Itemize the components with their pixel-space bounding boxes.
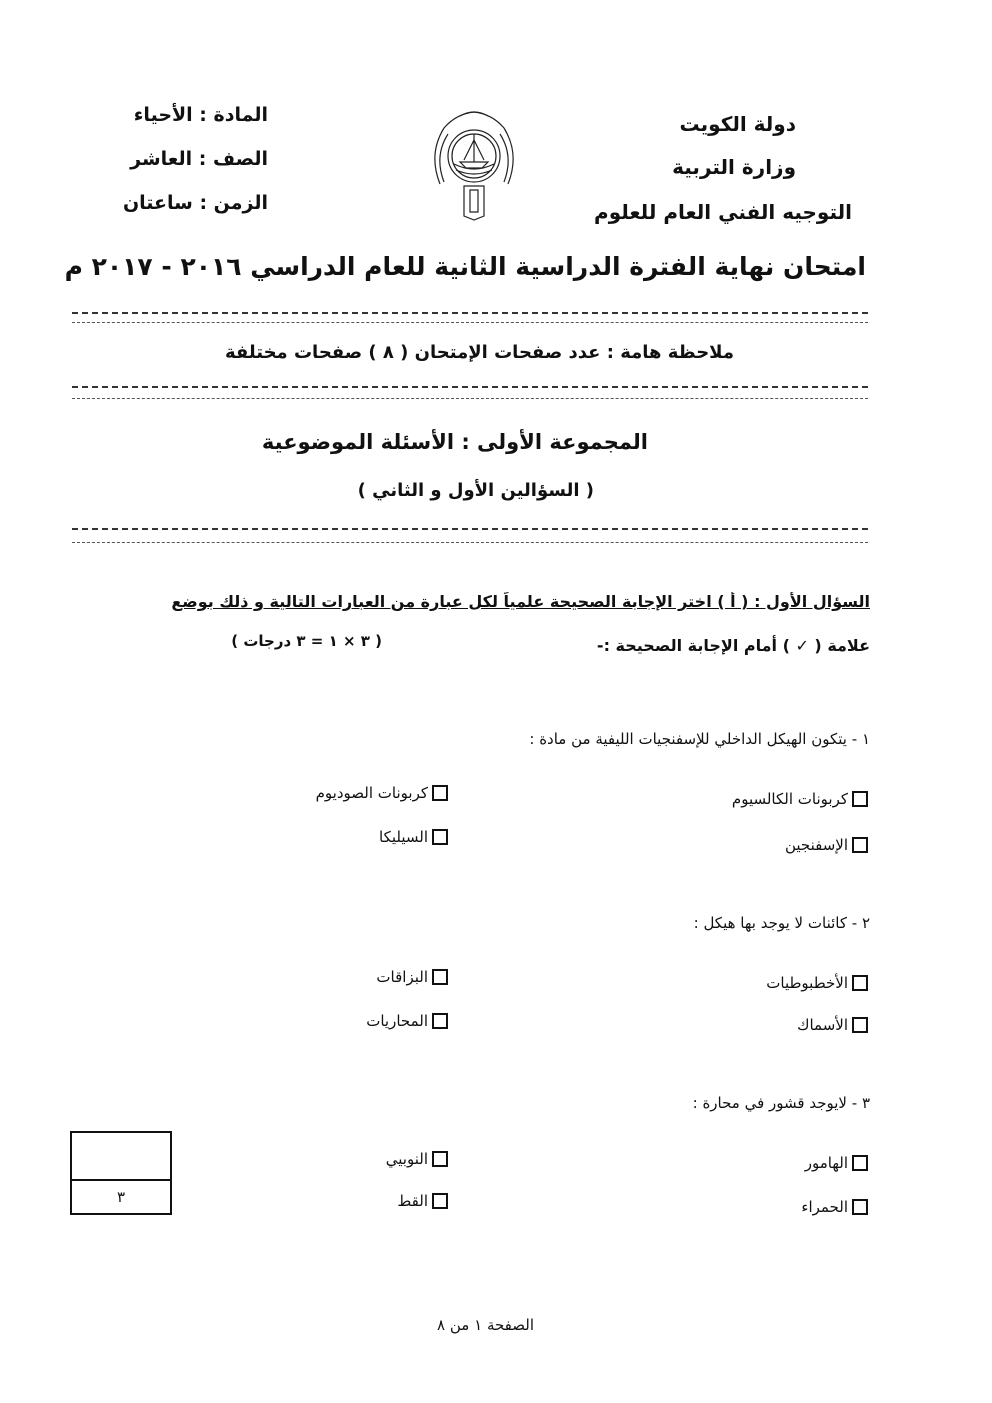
option-2d[interactable] <box>366 1012 448 1030</box>
checkbox[interactable] <box>852 791 868 807</box>
option-label: الإسفنجين <box>784 836 848 854</box>
checkbox[interactable] <box>432 829 448 845</box>
question-stem-3: ٣ - لايوجد قشور في محارة : <box>692 1094 870 1112</box>
divider <box>72 322 868 323</box>
option-3d[interactable] <box>397 1192 448 1210</box>
option-label: الهامور <box>804 1154 848 1172</box>
option-label: الحمراء <box>801 1198 848 1216</box>
divider <box>72 312 868 314</box>
divider <box>72 398 868 399</box>
option-1a[interactable] <box>732 790 868 808</box>
option-label: القط <box>397 1192 428 1210</box>
checkbox[interactable] <box>432 1151 448 1167</box>
header-ministry: وزارة التربية <box>672 155 796 179</box>
checkbox[interactable] <box>432 1013 448 1029</box>
important-note: ملاحظة هامة : عدد صفحات الإمتحان ( ٨ ) صفحات مختلفة <box>225 342 734 363</box>
header-department: التوجيه الفني العام للعلوم <box>594 200 852 224</box>
divider <box>72 386 868 388</box>
header-subject: المادة : الأحياء <box>133 104 268 126</box>
question-stem-1: ١ - يتكون الهيكل الداخلي للإسفنجيات الليفية من مادة : <box>529 730 870 748</box>
score-box-value: ٣ <box>116 1188 126 1206</box>
exam-title: امتحان نهاية الفترة الدراسية الثانية للعام الدراسي ٢٠١٦ - ٢٠١٧ م <box>64 252 866 281</box>
group-title: المجموعة الأولى : الأسئلة الموضوعية <box>261 430 648 454</box>
option-2a[interactable] <box>766 974 868 992</box>
option-label: البزاقات <box>376 968 428 986</box>
option-2c[interactable] <box>797 1016 868 1034</box>
option-label: المحاريات <box>366 1012 428 1030</box>
option-label: الأسماك <box>797 1016 848 1034</box>
header-duration: الزمن : ساعتان <box>122 192 268 214</box>
score-box <box>70 1131 172 1215</box>
option-label: السيليكا <box>379 828 428 846</box>
option-3c[interactable] <box>801 1198 868 1216</box>
option-label: النوبيي <box>385 1150 428 1168</box>
checkbox[interactable] <box>852 1199 868 1215</box>
divider <box>72 528 868 530</box>
checkbox[interactable] <box>852 837 868 853</box>
checkbox[interactable] <box>852 975 868 991</box>
question-heading: السؤال الأول : ( أ ) اختر الإجابة الصحيحة علمياً لكل عبارة من العبارات التالية و ذلك بوضع <box>171 592 870 611</box>
option-1d[interactable] <box>379 828 448 846</box>
option-1c[interactable] <box>785 836 868 854</box>
header-grade: الصف : العاشر <box>130 148 268 170</box>
question-marks: ( ٣ × ١ = ٣ درجات ) <box>231 632 382 650</box>
header-country: دولة الكويت <box>679 112 796 136</box>
checkbox[interactable] <box>432 785 448 801</box>
option-label: الأخطبوطيات <box>766 974 848 992</box>
checkbox[interactable] <box>852 1155 868 1171</box>
score-box-blank[interactable] <box>72 1133 170 1181</box>
question-instruction: علامة ( ✓ ) أمام الإجابة الصحيحة :- <box>596 636 870 655</box>
group-subtitle: ( السؤالين الأول و الثاني ) <box>357 480 594 501</box>
option-2b[interactable] <box>376 968 448 986</box>
checkbox[interactable] <box>432 1193 448 1209</box>
option-1b[interactable] <box>316 784 448 802</box>
option-3a[interactable] <box>805 1154 868 1172</box>
question-stem-2: ٢ - كائنات لا يوجد بها هيكل : <box>693 914 870 932</box>
checkbox[interactable] <box>432 969 448 985</box>
kuwait-emblem-icon <box>420 104 528 224</box>
page-number: الصفحة ١ من ٨ <box>437 1316 534 1334</box>
option-label: كربونات الكالسيوم <box>731 790 848 808</box>
option-label: كربونات الصوديوم <box>315 784 428 802</box>
divider <box>72 542 868 543</box>
checkbox[interactable] <box>852 1017 868 1033</box>
option-3b[interactable] <box>386 1150 448 1168</box>
